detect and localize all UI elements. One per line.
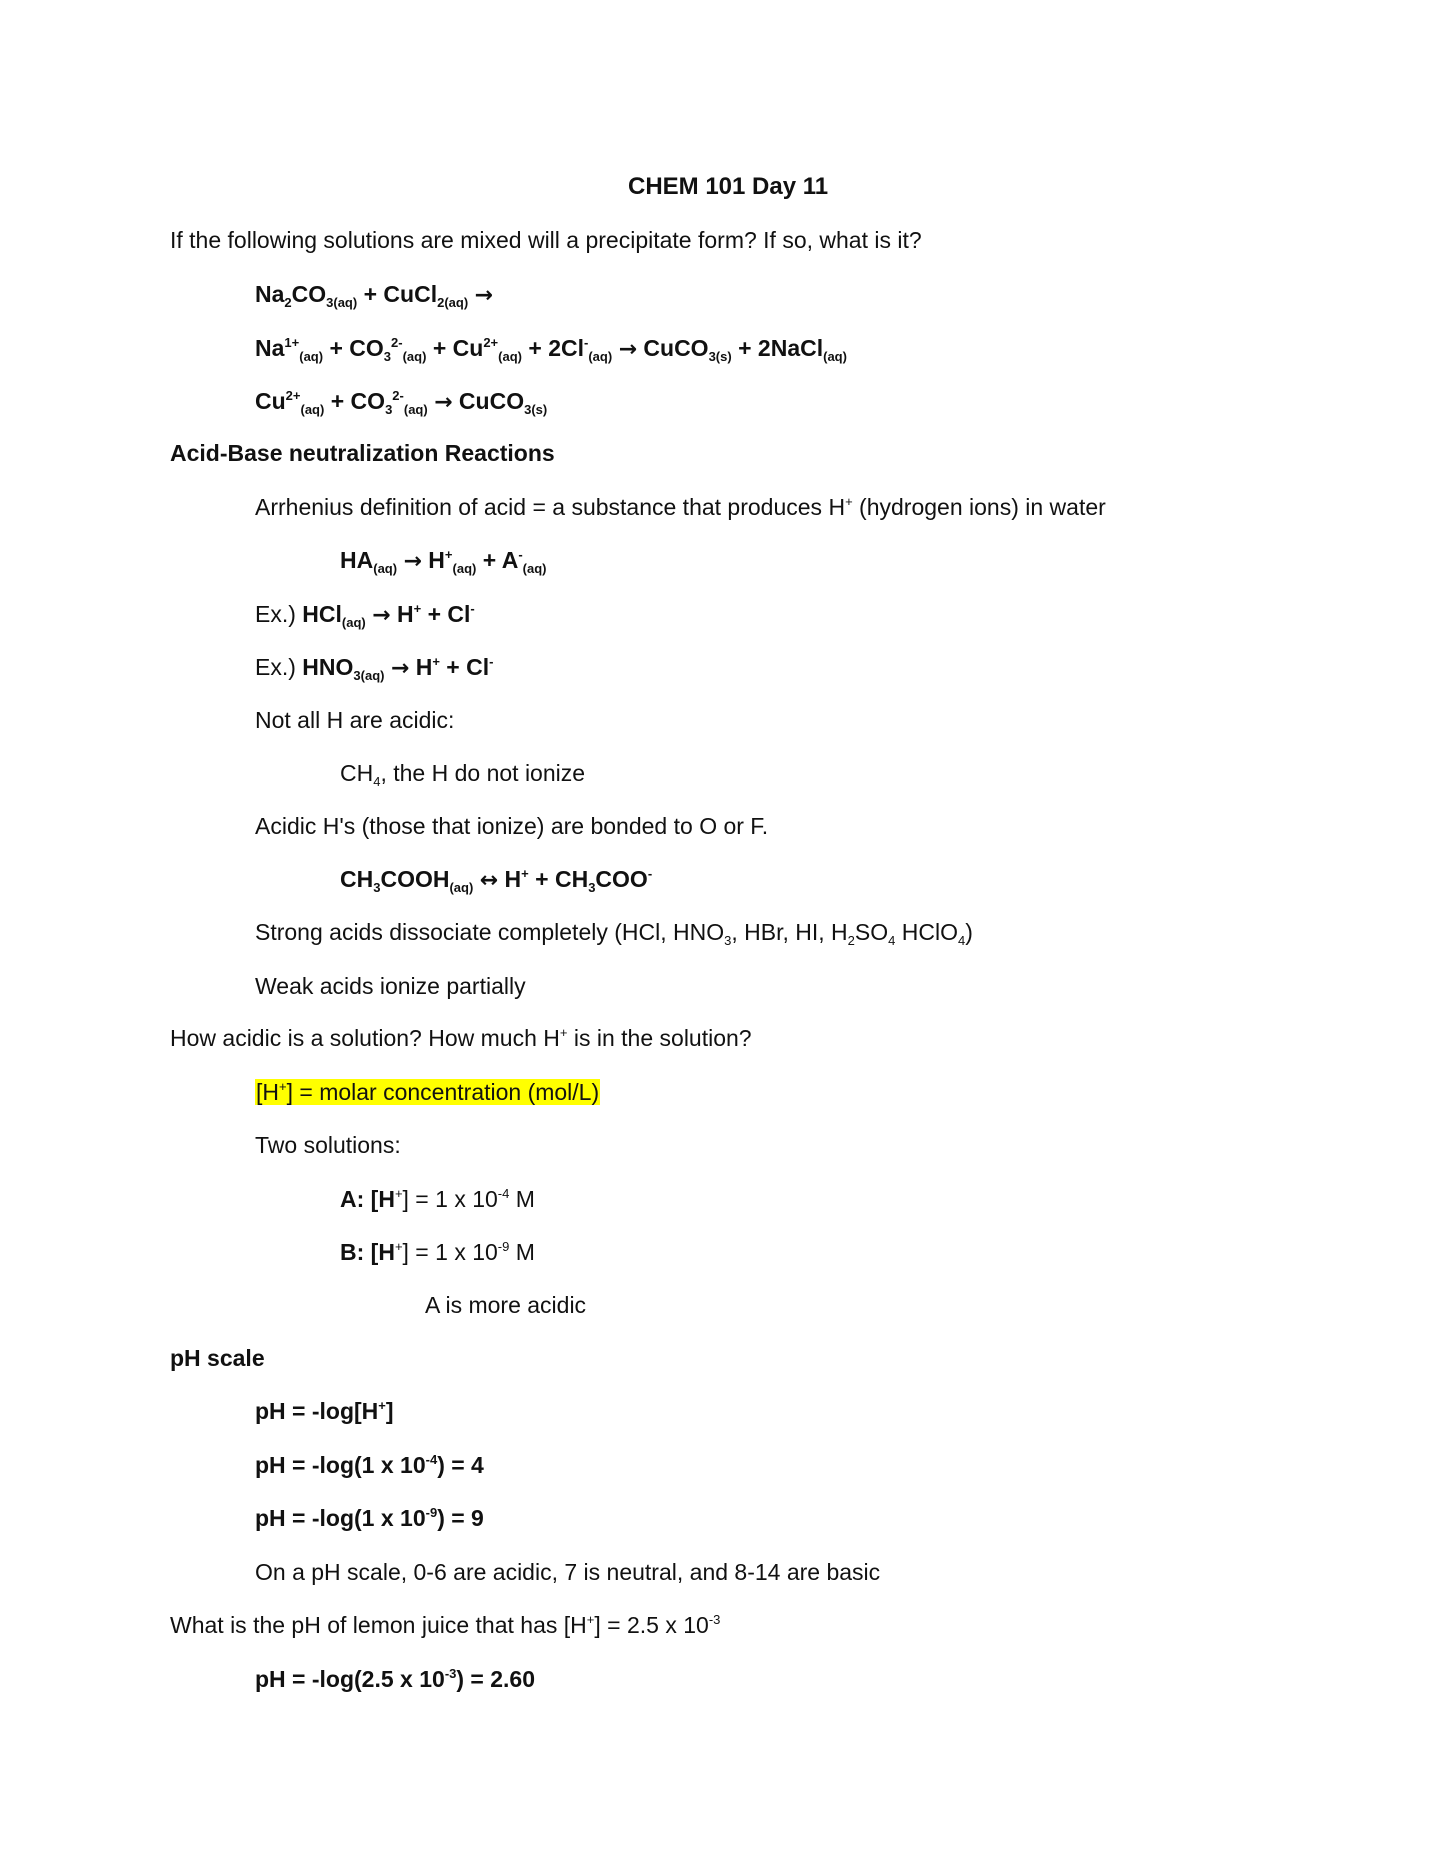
- two-solutions-label: Two solutions:: [255, 1132, 401, 1158]
- methane-note: $CH_4$, the H do not ionize: [340, 760, 586, 789]
- section-heading-ph-scale: pH scale: [170, 1345, 265, 1371]
- lemon-juice-answer: pH = -log(2.5 x $10^{-3}) = 2.60$: [255, 1666, 536, 1692]
- weak-acids-note: Weak acids ionize partially: [255, 973, 526, 999]
- acetic-acid-equation: $CH_3COOH_{(aq)}$ ↔ $H^+ + CH_3COO^-$: [340, 866, 653, 895]
- comparison-result: A is more acidic: [425, 1292, 587, 1318]
- arrow-icon: →: [372, 603, 391, 628]
- lemon-juice-question: What is the pH of lemon juice that has [H+] = 2.5 x $10^{-3}$: [170, 1612, 721, 1638]
- arrow-icon: →: [403, 549, 422, 574]
- ph-calculation-a: pH = -log(1 x $10^{-4}) = 4$: [255, 1452, 484, 1478]
- arrhenius-definition: Arrhenius definition of acid = a substance that produces H+ (hydrogen ions) in water: [255, 494, 1106, 520]
- net-ionic-equation: $Cu^{2+}_{(aq)} + CO_3^{2-}_{(aq)}$ → CuCO$_{3(s)}$: [255, 388, 548, 417]
- example-hno3: Ex.) $HNO_{3(aq)} \to H^+ + Cl^-$: [255, 654, 494, 683]
- ph-definition: pH = -log[H+]: [255, 1398, 394, 1424]
- arrow-icon: →: [474, 283, 493, 308]
- molar-concentration-definition: [255, 1077, 600, 1107]
- section-heading-acid-base: Acid-Base neutralization Reactions: [170, 440, 555, 466]
- complete-ionic-equation: $Na^{1+}_{(aq)} + CO_3^{2-}_{(aq)} + Cu^{2+}_{(aq)} + 2Cl^-_{(aq)}$ → CuCO$_{3(s)}$ + 2NaCl$_{(aq)}$: [255, 335, 847, 364]
- highlighted-text: [H+] = molar concentration (mol/L): [256, 1079, 600, 1105]
- arrow-icon: →: [390, 656, 410, 681]
- acidity-question: How acidic is a solution? How much H+ is in the solution?: [170, 1025, 752, 1051]
- page-title: CHEM 101 Day 11: [628, 173, 829, 200]
- precipitate-question: If the following solutions are mixed will a precipitate form? If so, what is it?: [170, 227, 922, 253]
- arrow-icon: →: [434, 390, 453, 415]
- acid-dissociation-equation: $HA_{(aq)} \to H^+_{(aq)} + A^-_{(aq)}$: [340, 547, 547, 576]
- solution-b: B: [H+] = 1 x $10^{-9}$ M: [340, 1239, 535, 1265]
- strong-acids-list: Strong acids dissociate completely (HCl, $HNO_3$, HBr, HI, $H_2SO_4$ HClO$_4$): [255, 919, 973, 948]
- arrow-icon: →: [618, 337, 638, 362]
- solution-a: A: [H+] = 1 x $10^{-4}$ M: [340, 1186, 535, 1212]
- molecular-equation: $Na_2CO_{3(aq)}$ + CuCl$_{2(aq)}$ →: [255, 281, 493, 310]
- ph-calculation-b: pH = -log(1 x $10^{-9}) = 9$: [255, 1505, 484, 1531]
- double-arrow-icon: ↔: [479, 868, 499, 893]
- example-hcl: Ex.) HCl$_{(aq)}$ → H+ + Cl-: [255, 601, 475, 630]
- not-all-h-acidic: Not all H are acidic:: [255, 707, 455, 733]
- acidic-h-note: Acidic H's (those that ionize) are bonded to O or F.: [255, 813, 769, 839]
- ph-scale-description: On a pH scale, 0-6 are acidic, 7 is neutral, and 8-14 are basic: [255, 1559, 881, 1585]
